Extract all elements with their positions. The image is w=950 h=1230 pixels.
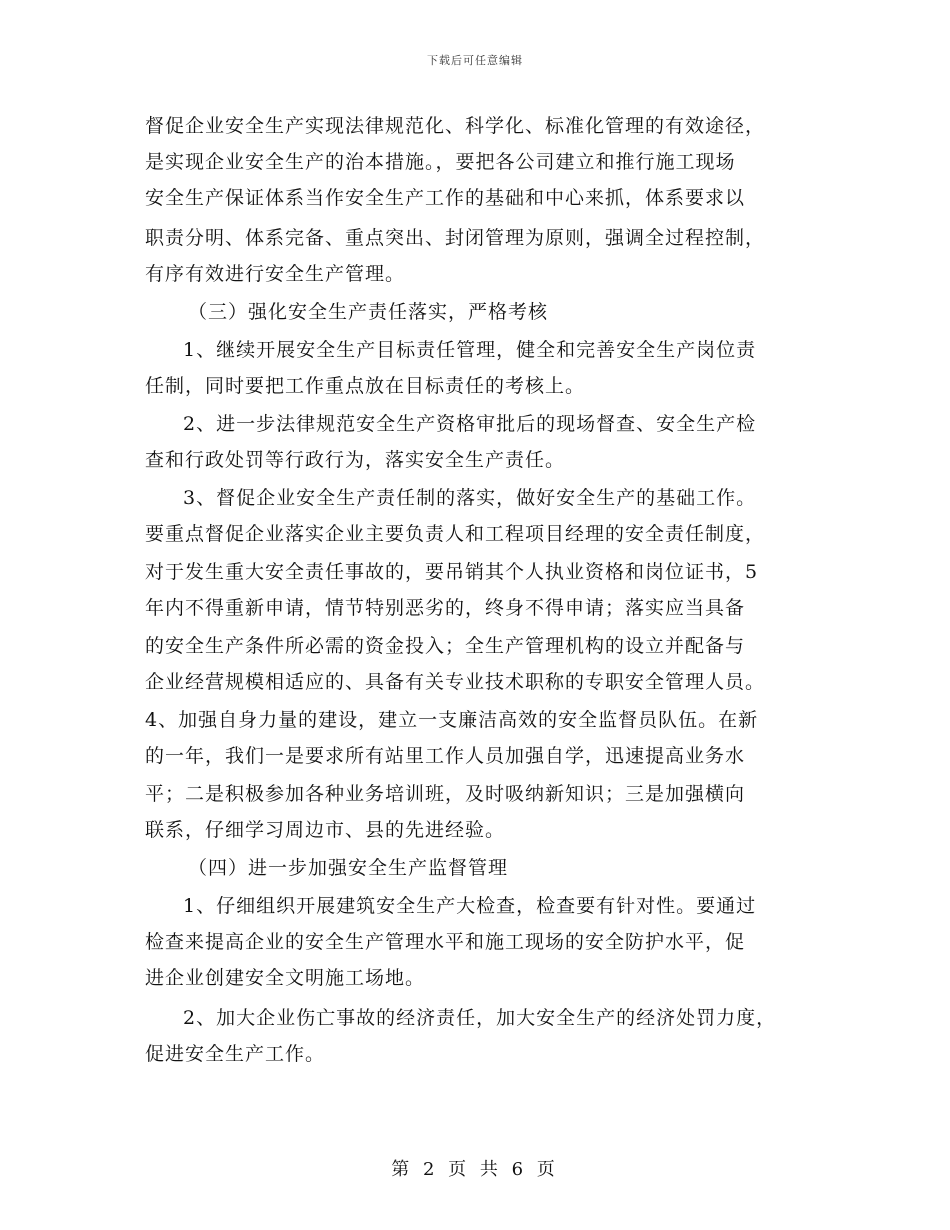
section-heading: （四）进一步加强安全生产监督管理 [188, 857, 509, 879]
paragraph-line: 要重点督促企业落实企业主要负责人和工程项目经理的安全责任制度， [145, 523, 766, 545]
paragraph-line: 是实现企业安全生产的治本措施。，要把各公司建立和推行施工现场 [145, 151, 736, 173]
paragraph-line: 3、督促企业安全生产责任制的落实，做好安全生产的基础工作。 [183, 487, 757, 509]
page-header: 下载后可任意编辑 [427, 54, 523, 67]
paragraph-line: 的安全生产条件所必需的资金投入；全生产管理机构的设立并配备与 [145, 635, 746, 657]
page-number: 第 2 页 共 6 页 [391, 1159, 559, 1180]
paragraph-line: 企业经营规模相适应的、具备有关专业技术职称的专职安全管理人员。 [145, 671, 766, 693]
paragraph-line: 年内不得重新申请，情节特别恶劣的，终身不得申请；落实应当具备 [145, 597, 746, 619]
paragraph-line: 对于发生重大安全责任事故的，要吊销其个人执业资格和岗位证书，5 [145, 561, 759, 583]
paragraph-line: 进企业创建安全文明施工场地。 [145, 967, 426, 989]
section-heading: （三）强化安全生产责任落实，严格考核 [188, 301, 549, 323]
paragraph-line: 促进安全生产工作。 [145, 1043, 326, 1065]
paragraph-line: 平；二是积极参加各种业务培训班，及时吸纳新知识；三是加强横向 [145, 783, 746, 805]
paragraph-line: 1、仔细组织开展建筑安全生产大检查，检查要有针对性。要通过 [183, 895, 757, 917]
paragraph-line: 查和行政处罚等行政行为，落实安全生产责任。 [145, 449, 566, 471]
paragraph-line: 2、加大企业伤亡事故的经济责任，加大安全生产的经济处罚力度， [183, 1007, 777, 1029]
paragraph-line: 检查来提高企业的安全生产管理水平和施工现场的安全防护水平，促 [145, 931, 746, 953]
paragraph-line: 职责分明、体系完备、重点突出、封闭管理为原则，强调全过程控制， [145, 227, 766, 249]
paragraph-line: 1、继续开展安全生产目标责任管理，健全和完善安全生产岗位责 [183, 339, 757, 361]
paragraph-line: 任制，同时要把工作重点放在目标责任的考核上。 [145, 375, 586, 397]
paragraph-line: 的一年，我们一是要求所有站里工作人员加强自学，迅速提高业务水 [145, 745, 746, 767]
paragraph-line: 联系，仔细学习周边市、县的先进经验。 [145, 819, 506, 841]
paragraph-line: 有序有效进行安全生产管理。 [145, 263, 406, 285]
paragraph-line: 2、进一步法律规范安全生产资格审批后的现场督查、安全生产检 [183, 413, 757, 435]
paragraph-line: 督促企业安全生产实现法律规范化、科学化、标准化管理的有效途径， [145, 115, 766, 137]
paragraph-line: 安全生产保证体系当作安全生产工作的基础和中心来抓，体系要求以 [145, 187, 746, 209]
paragraph-line: 4、加强自身力量的建设，建立一支廉洁高效的安全监督员队伍。在新 [145, 709, 759, 731]
